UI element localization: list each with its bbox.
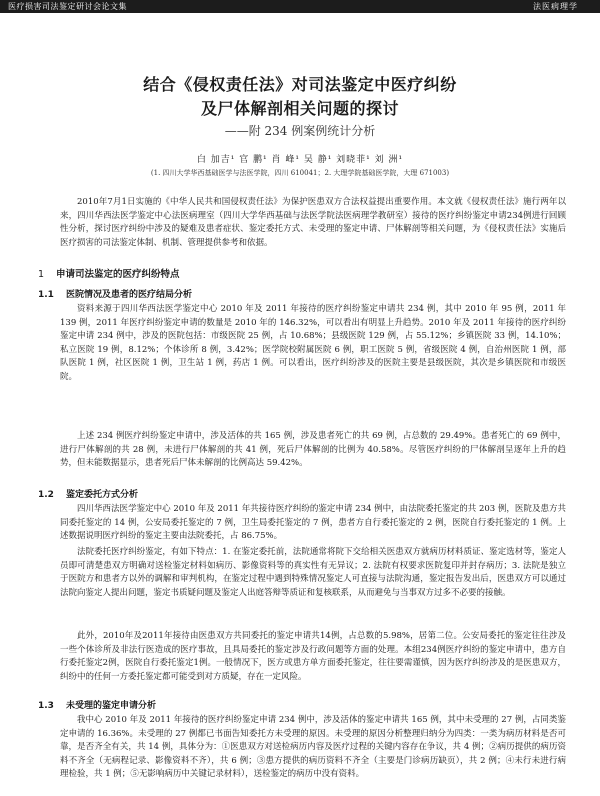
article-subtitle: ——附 234 例案例统计分析 [224, 124, 376, 138]
section-label: 法医病理学 [533, 2, 578, 11]
paragraph-1-1-b: 上述 234 例医疗纠纷鉴定申请中，涉及活体的共 165 例，涉及患者死亡的共 69 例，占总数的 29.49%。患者死亡的 69 例中，进行尸体解剖的共 28 例，未进行尸体解剖的共 41 例，死后尸体解剖的比例为 40.58%。尽管医疗纠纷的尸体解剖呈逐年上升的趋势，但未能数据显示，患者死后尸体未解剖的比例高达 59.42%。 [60, 431, 566, 468]
section-title: 申请司法鉴定的医疗纠纷特点 [56, 269, 180, 280]
paragraph-1-2-c: 此外，2010年及2011年接待由医患双方共同委托的鉴定申请共14例，占总数的5.98%，居第二位。公安局委托的鉴定往往涉及一些个体诊所及非法行医造成的医疗事故，且具局委托的鉴定涉及行政问题等方面的处理。本组234例医疗纠纷的鉴定申请中，患方自行委托鉴定2例，医院自行委托鉴定1例。一般情况下，医方或患方单方面委托鉴定，往往要需谨慎，因为医疗纠纷涉及的是医患双方，纠纷中的任何一方委托鉴定都可能受到对方质疑，存在一定风险。 [60, 631, 566, 682]
section-number: 1.3 [38, 701, 54, 711]
section-title: 鉴定委托方式分析 [65, 490, 138, 500]
paragraph-1-2-b: 法院委托医疗纠纷鉴定，有如下特点：1. 在鉴定委托前，法院通常将院下交给相关医患双方就病历材料质证、鉴定选材等，鉴定人员即可清楚患双方明确对送检鉴定材料如病历、影像资料等的真实性有无异议；2. 法院有权要求医院复印并封存病历；3. 法院是独立于医院方和患者方以外的调解和审判机构，在鉴定过程中遇到特殊情况鉴定人可直接与法院沟通，鉴定报告发出后，医患双方可以通过法院向鉴定人提出问题，鉴定书质疑问题及鉴定人出庭答辩等质证和复核联系，从而避免与当事双方过多不必要的接触。 [60, 547, 566, 598]
abstract: 2010年7月1日实施的《中华人民共和国侵权责任法》为保护医患双方合法权益提出重要作用。本文就《侵权责任法》施行两年以来，四川华西法医学鉴定中心法医病理室（四川大学华西基础与法医学院法医病理学教研室）接待的医疗纠纷鉴定申请234例进行回顾性分析，探讨医疗纠纷中涉及的疑难及患者症状、鉴定委托方式、未受理的鉴定申请、尸体解剖等相关问题，为《侵权责任法》实施后医疗损害的司法鉴定体制、机制、管理提供参考和依据。 [60, 197, 566, 248]
paragraph-1-2-a: 四川华西法医学鉴定中心 2010 年及 2011 年共接待医疗纠纷的鉴定申请 234 例中，由法院委托鉴定的共 203 例，医院及患方共同委托鉴定的 14 例，公安局委托鉴定的 7 例，卫生局委托鉴定的 7 例，患者方自行委托鉴定的 2 例，医院自行委托鉴定的 1 例。上述数据说明医疗纠纷的鉴定主要由法院委托，占 86.75%。 [60, 504, 566, 541]
section-heading-1-1 [38, 287, 192, 300]
section-title: 医院情况及患者的医疗结局分析 [65, 290, 192, 300]
section-number: 1.1 [38, 290, 54, 300]
section-number: 1.2 [38, 490, 54, 500]
paragraph-1-1-a: 资料来源于四川华西法医学鉴定中心 2010 年及 2011 年接待的医疗纠纷鉴定申请共 234 例，其中 2010 年 95 例，2011 年 139 例，2011 年医疗纠纷鉴定申请的数量是 2010 年的 146.32%，可以看出有明显上升趋势。2010 年及 2011 年接待的医疗纠纷鉴定申请 234 例中，涉及的医院包括：市级医院 25 例，占 10.68%；县级医院 129 例，占 55.12%；乡镇医院 33 例，14.10%；私立医院 19 例，8.12%；个体诊所 8 例，3.42%；医学院校附属医院 6 例，职工医院 5 例，省级医院 4 例，自治州医院 1 例，部队医院 1 例，社区医院 1 例，卫生站 1 例，药店 1 例。可以看出，医疗纠纷涉及的医院主要是县级医院，其次是乡镇医院和市级医院。 [60, 304, 566, 382]
running-header [0, 0, 600, 13]
article-title-line1: 结合《侵权责任法》对司法鉴定中医疗纠纷 [143, 75, 457, 94]
article-title-line2: 及尸体解剖相关问题的探讨 [200, 99, 399, 118]
affiliation: (1. 四川大学华西基础医学与法医学院，四川 610041；2. 大理学院基础医学院，大理 671003) [150, 169, 450, 177]
section-heading-1-2 [38, 487, 138, 500]
section-heading-1 [38, 266, 180, 280]
paragraph-1-3-a: 我中心 2010 年及 2011 年接待的医疗纠纷鉴定申请 234 例中，涉及活体的鉴定申请共 165 例，其中未受理的 27 例，占同类鉴定申请的 16.36%。未受理的 27 例都已书面告知委托方未受理的原因。未受理的原因分析整理归纳分为四类：一类为病历材料是否可靠，是否齐全有关，共 14 例，具体分为：①医患双方对送检病历内容及医疗过程的关键内容存在争议，共 4 例；②病历提供的病历资料不齐全（无病程记录、影像资料不齐），共 6 例；③患方提供的病历资料不齐全（主要是门诊病历缺页），共 2 例；④未行未进行病理检验，共 1 例；⑤无影响病历中关键记录材料），送检鉴定的病历中没有资料。 [60, 715, 566, 779]
section-number: 1 [38, 269, 45, 280]
section-title: 未受理的鉴定申请分析 [65, 701, 156, 711]
journal-name: 医疗损害司法鉴定研讨会论文集 [8, 2, 127, 11]
author-list: 白 加吉¹ 官 鹏¹ 肖 峰¹ 吴 静¹ 刘晓菲¹ 刘 洲¹ [196, 155, 404, 165]
section-heading-1-3 [38, 698, 156, 711]
